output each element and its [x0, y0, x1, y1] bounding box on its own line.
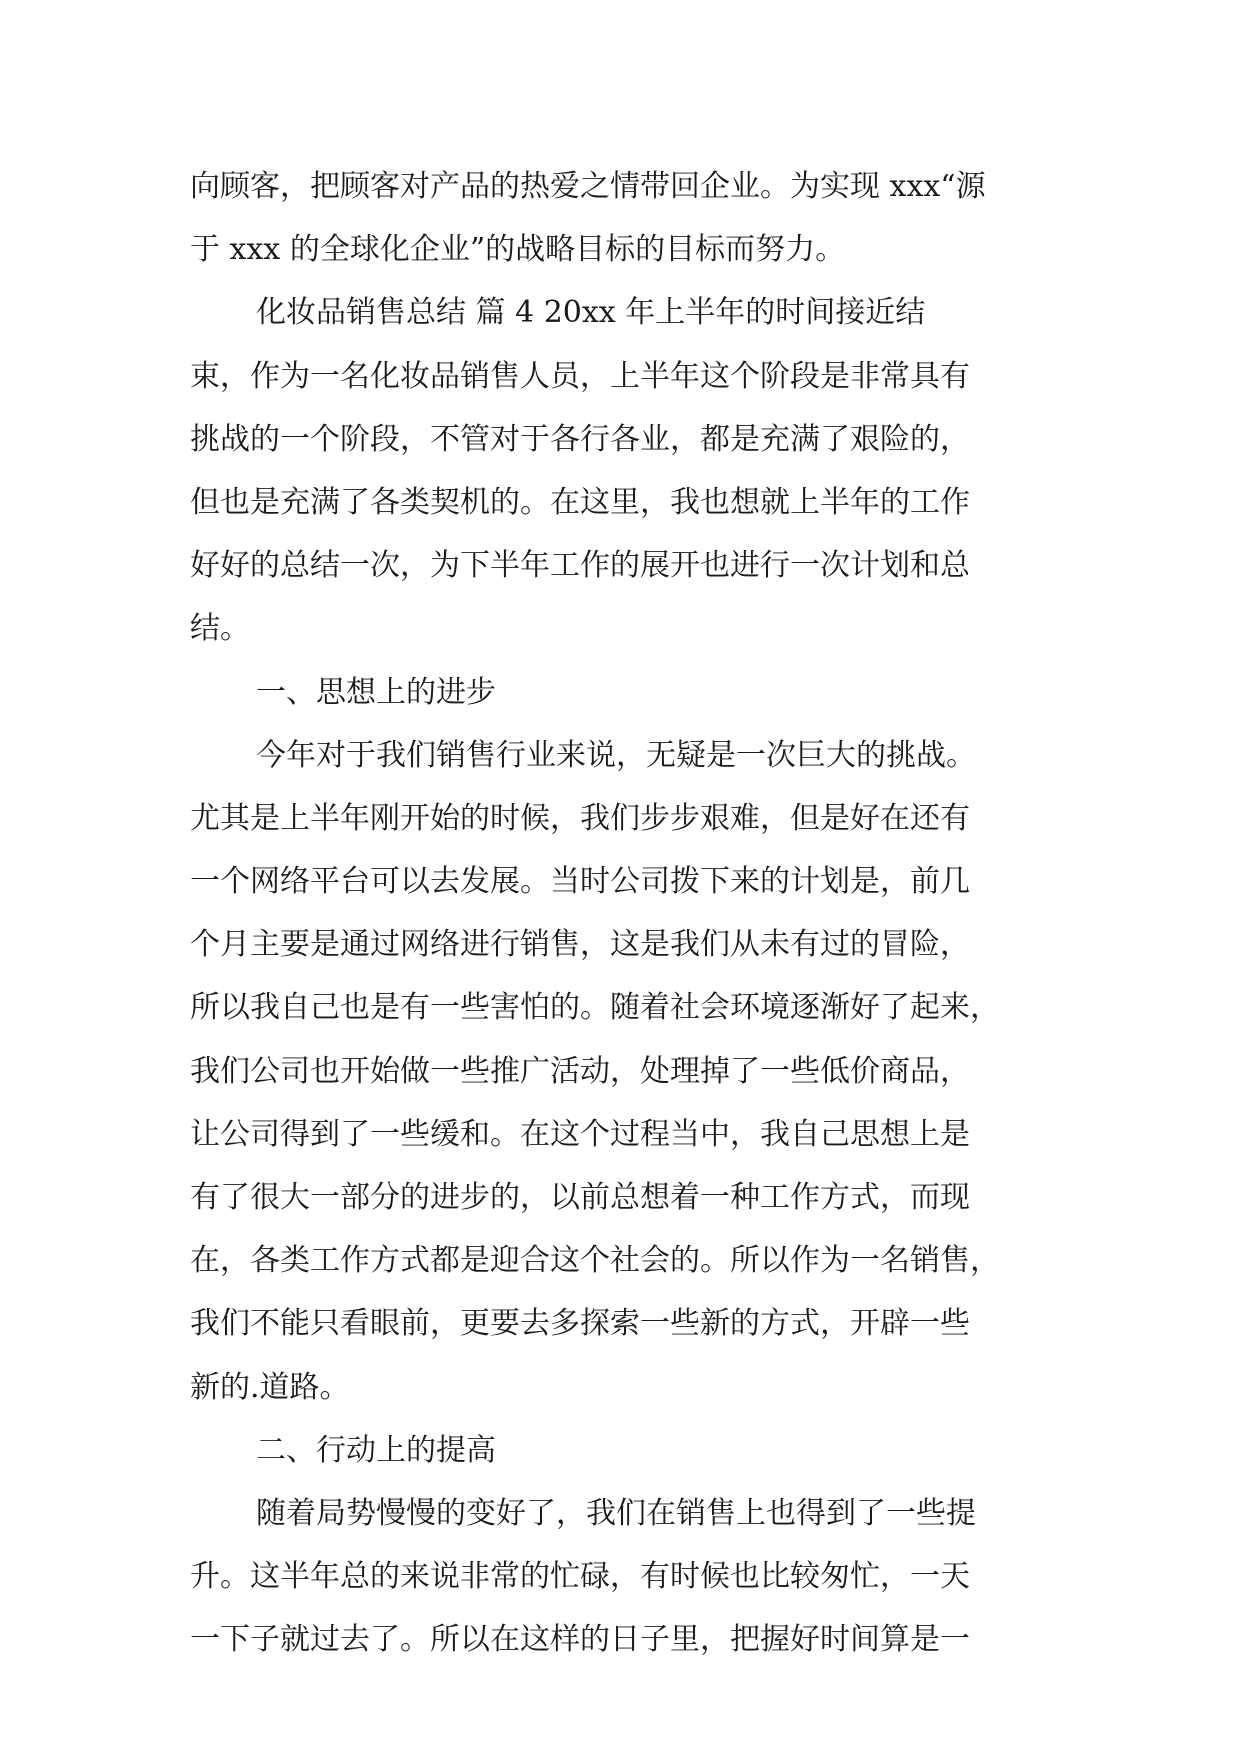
text-line: 在，各类工作方式都是迎合这个社会的。所以作为一名销售， [190, 1243, 1000, 1279]
text-line: 新的.道路。 [190, 1369, 350, 1405]
heading-action-improvement: 二、行动上的提高 [256, 1432, 496, 1468]
text-line: 一个网络平台可以去发展。当时公司拨下来的计划是，前几 [190, 864, 970, 900]
heading-thought-progress: 一、思想上的进步 [256, 674, 496, 710]
text-line: 我们公司也开始做一些推广活动，处理掉了一些低价商品， [190, 1053, 970, 1089]
text-line: 让公司得到了一些缓和。在这个过程当中，我自己思想上是 [190, 1116, 970, 1152]
text-line: 向顾客，把顾客对产品的热爱之情带回企业。为实现 xxx“源 [190, 169, 986, 204]
text-line: 升。这半年总的来说非常的忙碌，有时候也比较匆忙，一天 [190, 1559, 970, 1595]
text-line: 挑战的一个阶段，不管对于各行各业，都是充满了艰险的， [190, 421, 970, 457]
text-line: 个月主要是通过网络进行销售，这是我们从未有过的冒险， [190, 927, 970, 963]
text-line: 但也是充满了各类契机的。在这里，我也想就上半年的工作 [190, 484, 970, 520]
text-line: 一下子就过去了。所以在这样的日子里，把握好时间算是一 [190, 1622, 970, 1658]
section-title-line: 化妆品销售总结 篇 4 20xx 年上半年的时间接近结 [256, 295, 926, 331]
text-line: 结。 [190, 611, 250, 647]
text-line: 好好的总结一次，为下半年工作的展开也进行一次计划和总 [190, 548, 970, 584]
text-line: 随着局势慢慢的变好了，我们在销售上也得到了一些提 [256, 1495, 976, 1531]
text-line: 我们不能只看眼前，更要去多探索一些新的方式，开辟一些 [190, 1306, 970, 1342]
text-line: 所以我自己也是有一些害怕的。随着社会环境逐渐好了起来， [190, 990, 1000, 1026]
text-line: 束，作为一名化妆品销售人员，上半年这个阶段是非常具有 [190, 358, 970, 394]
text-line: 有了很大一部分的进步的，以前总想着一种工作方式，而现 [190, 1180, 970, 1215]
text-line: 尤其是上半年刚开始的时候，我们步步艰难，但是好在还有 [190, 800, 970, 836]
text-line: 于 xxx 的全球化企业”的战略目标的目标而努力。 [190, 232, 846, 268]
text-line: 今年对于我们销售行业来说，无疑是一次巨大的挑战。 [256, 737, 976, 773]
document-page [190, 155, 1058, 1672]
